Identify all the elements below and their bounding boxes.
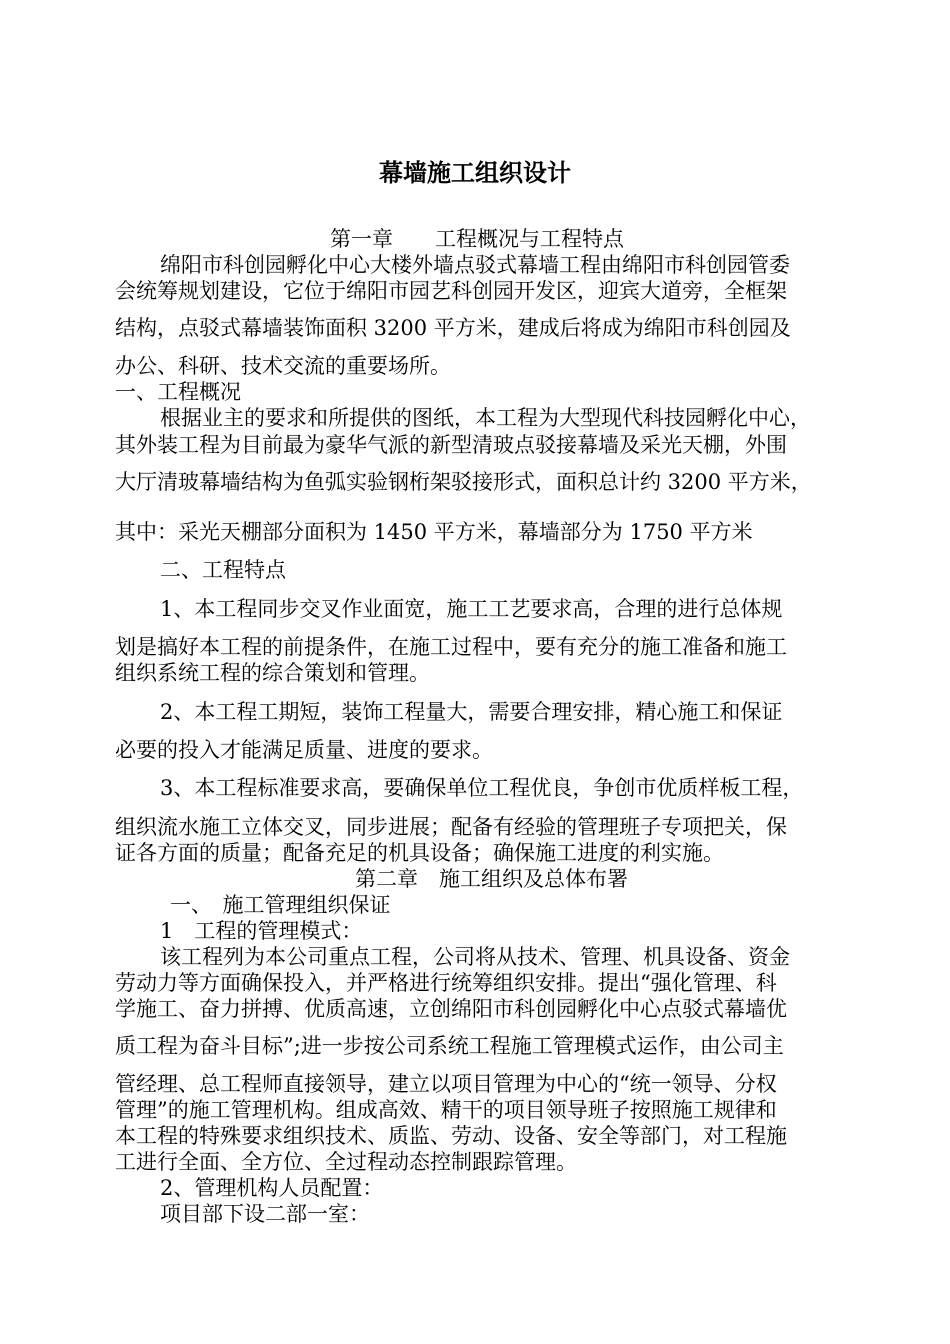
document-title: 幕墙施工组织设计 [379,158,571,187]
section-heading: 一、 施工管理组织保证 [170,893,391,917]
paragraph-line: 2、本工程工期短，装饰工程量大，需要合理安排，精心施工和保证 [160,700,783,724]
paragraph-line: 大厅清玻幕墙结构为鱼弧实验钢桁架驳接形式，面积总计约 3200 平方米， [115,470,812,494]
paragraph-line: 管理”的施工管理机构。组成高效、精干的项目领导班子按照施工规律和 [115,1098,777,1122]
paragraph-line: 该工程列为本公司重点工程，公司将从技术、管理、机具设备、资金 [160,945,790,969]
section-heading: 二、工程特点 [160,558,286,582]
paragraph-line: 结构，点驳式幕墙装饰面积 3200 平方米，建成后将成为绵阳市科创园及 [115,316,791,340]
paragraph-line: 会统筹规划建设，它位于绵阳市园艺科创园开发区，迎宾大道旁，全框架 [115,279,787,303]
paragraph-line: 质工程为奋斗目标”;进一步按公司系统工程施工管理模式运作，由公司主 [115,1034,784,1058]
paragraph-line: 学施工、奋力拼搏、优质高速，立创绵阳市科创园孵化中心点驳式幕墙优 [115,997,787,1021]
subsection-heading: 2、管理机构人员配置： [160,1176,384,1200]
paragraph-line: 管经理、总工程师直接领导，建立以项目管理为中心的“统一领导、分权 [115,1072,777,1096]
paragraph-line: 其外装工程为目前最为豪华气派的新型清玻点驳接幕墙及采光天棚，外围 [115,433,787,457]
paragraph-line: 3、本工程标准要求高，要确保单位工程优良，争创市优质样板工程， [160,776,804,800]
paragraph-line: 证各方面的质量；配备充足的机具设备；确保施工进度的利实施。 [115,841,724,865]
paragraph-line: 必要的投入才能满足质量、进度的要求。 [115,738,493,762]
subsection-heading: 1 工程的管理模式： [160,919,363,943]
paragraph-line: 项目部下设二部一室： [160,1202,370,1226]
paragraph-line: 组织系统工程的综合策划和管理。 [115,661,430,685]
paragraph-line: 办公、科研、技术交流的重要场所。 [115,354,451,378]
paragraph-line: 划是搞好本工程的前提条件，在施工过程中，要有充分的施工准备和施工 [115,635,787,659]
chapter-1-heading: 第一章 工程概况与工程特点 [330,227,624,251]
paragraph-line: 劳动力等方面确保投入，并严格进行统筹组织安排。提出“强化管理、科 [115,971,777,995]
paragraph-line: 其中：采光天棚部分面积为 1450 平方米，幕墙部分为 1750 平方米 [115,520,753,544]
paragraph-line: 绵阳市科创园孵化中心大楼外墙点驳式幕墙工程由绵阳市科创园管委 [160,253,790,277]
paragraph-line: 工进行全面、全方位、全过程动态控制跟踪管理。 [115,1150,577,1174]
paragraph-line: 根据业主的要求和所提供的图纸，本工程为大型现代科技园孵化中心， [160,406,811,430]
paragraph-line: 组织流水施工立体交叉，同步进展；配备有经验的管理班子专项把关，保 [115,815,787,839]
chapter-2-heading: 第二章 施工组织及总体布署 [355,867,628,891]
paragraph-line: 1、本工程同步交叉作业面宽，施工工艺要求高，合理的进行总体规 [160,597,783,621]
section-heading: 一、工程概况 [115,380,241,404]
paragraph-line: 本工程的特殊要求组织技术、质监、劳动、设备、安全等部门，对工程施 [115,1124,787,1148]
